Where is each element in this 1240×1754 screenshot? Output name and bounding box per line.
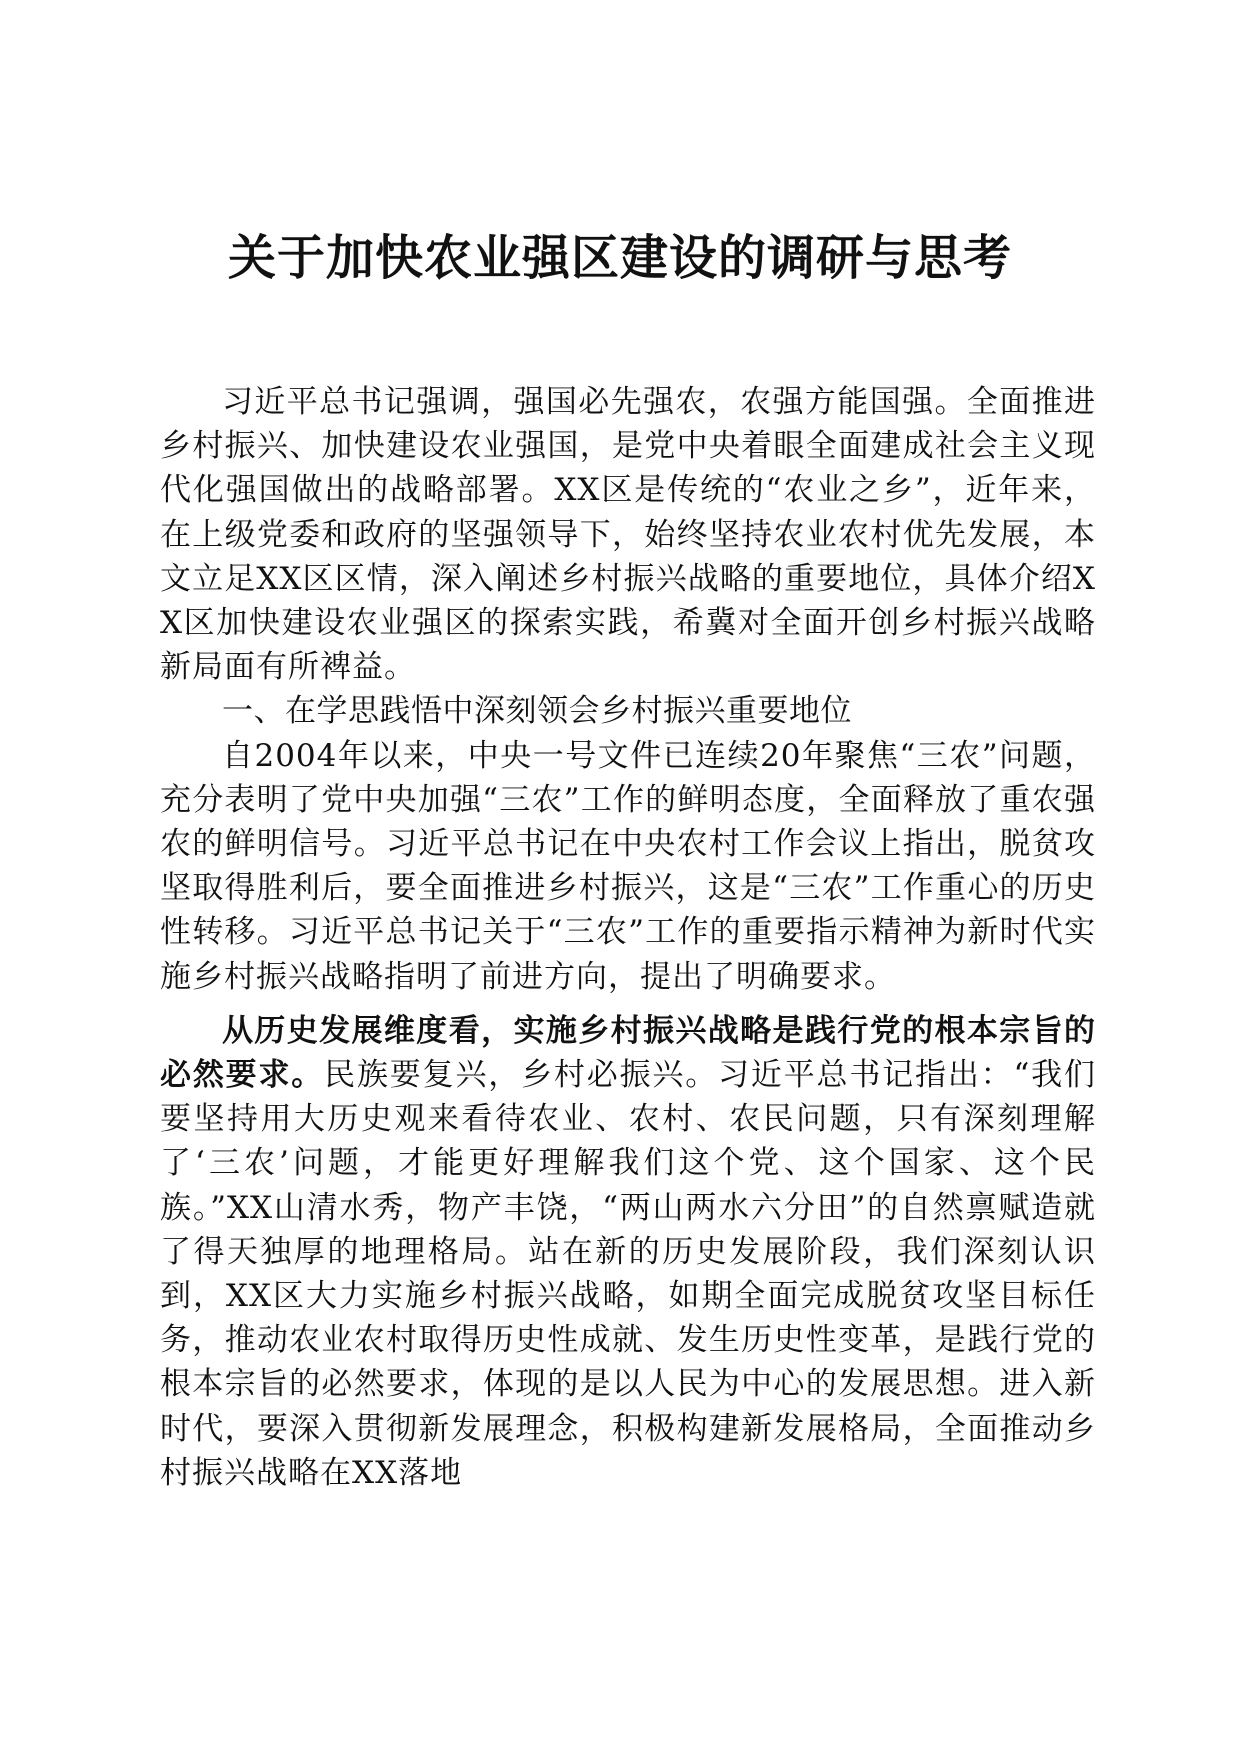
document-body <box>160 380 1096 1495</box>
paragraph-intro: 习近平总书记强调，强国必先强农，农强方能国强。全面推进乡村振兴、加快建设农业强国，是党中央着眼全面建成社会主义现代化强国做出的战略部署。XX区是传统的“农业之乡”，近年来，在上级党委和政府的坚强领导下，始终坚持农业农村优先发展，本文立足XX区区情，深入阐述乡村振兴战略的重要地位，具体介绍XX区加快建设农业强区的探索实践，希冀对全面开创乡村振兴战略新局面有所裨益。 <box>160 384 1096 686</box>
paragraph-section-1: 自2004年以来，中央一号文件已连续20年聚焦“三农”问题，充分表明了党中央加强“三农”工作的鲜明态度，全面释放了重农强农的鲜明信号。习近平总书记在中央农村工作会议上指出，脱贫攻坚取得胜利后，要全面推进乡村振兴，这是“三农”工作重心的历史性转移。习近平总书记关于“三农”工作的重要指示精神为新时代实施乡村振兴战略指明了前进方向，提出了明确要求。 <box>160 737 1096 995</box>
paragraph-body-text: 民族要复兴，乡村必振兴。习近平总书记指出：“我们要坚持用大历史观来看待农业、农村、农民问题，只有深刻理解了‘三农’问题，才能更好理解我们这个党、这个国家、这个民族。”XX山清水秀，物产丰饶，“两山两水六分田”的自然禀赋造就了得天独厚的地理格局。站在新的历史发展阶段，我们深刻认识到，XX区大力实施乡村振兴战略，如期全面完成脱贫攻坚目标任务，推动农业农村取得历史性成就、发生历史性变革，是践行党的根本宗旨的必然要求，体现的是以人民为中心的发展思想。进入新时代，要深入贯彻新发展理念，积极构建新发展格局，全面推动乡村振兴战略在XX落地 <box>160 1057 1096 1491</box>
paragraph-lead-sentence: 从历史发展维度看，实施乡村振兴战略是践行党的根本宗旨的必然要求。 <box>160 1012 1096 1094</box>
paragraph-history-dimension <box>160 1009 1096 1495</box>
section-heading-1: 一、在学思践悟中深刻领会乡村振兴重要地位 <box>222 693 852 730</box>
document-title: 关于加快农业强区建设的调研与思考 <box>227 230 1012 286</box>
